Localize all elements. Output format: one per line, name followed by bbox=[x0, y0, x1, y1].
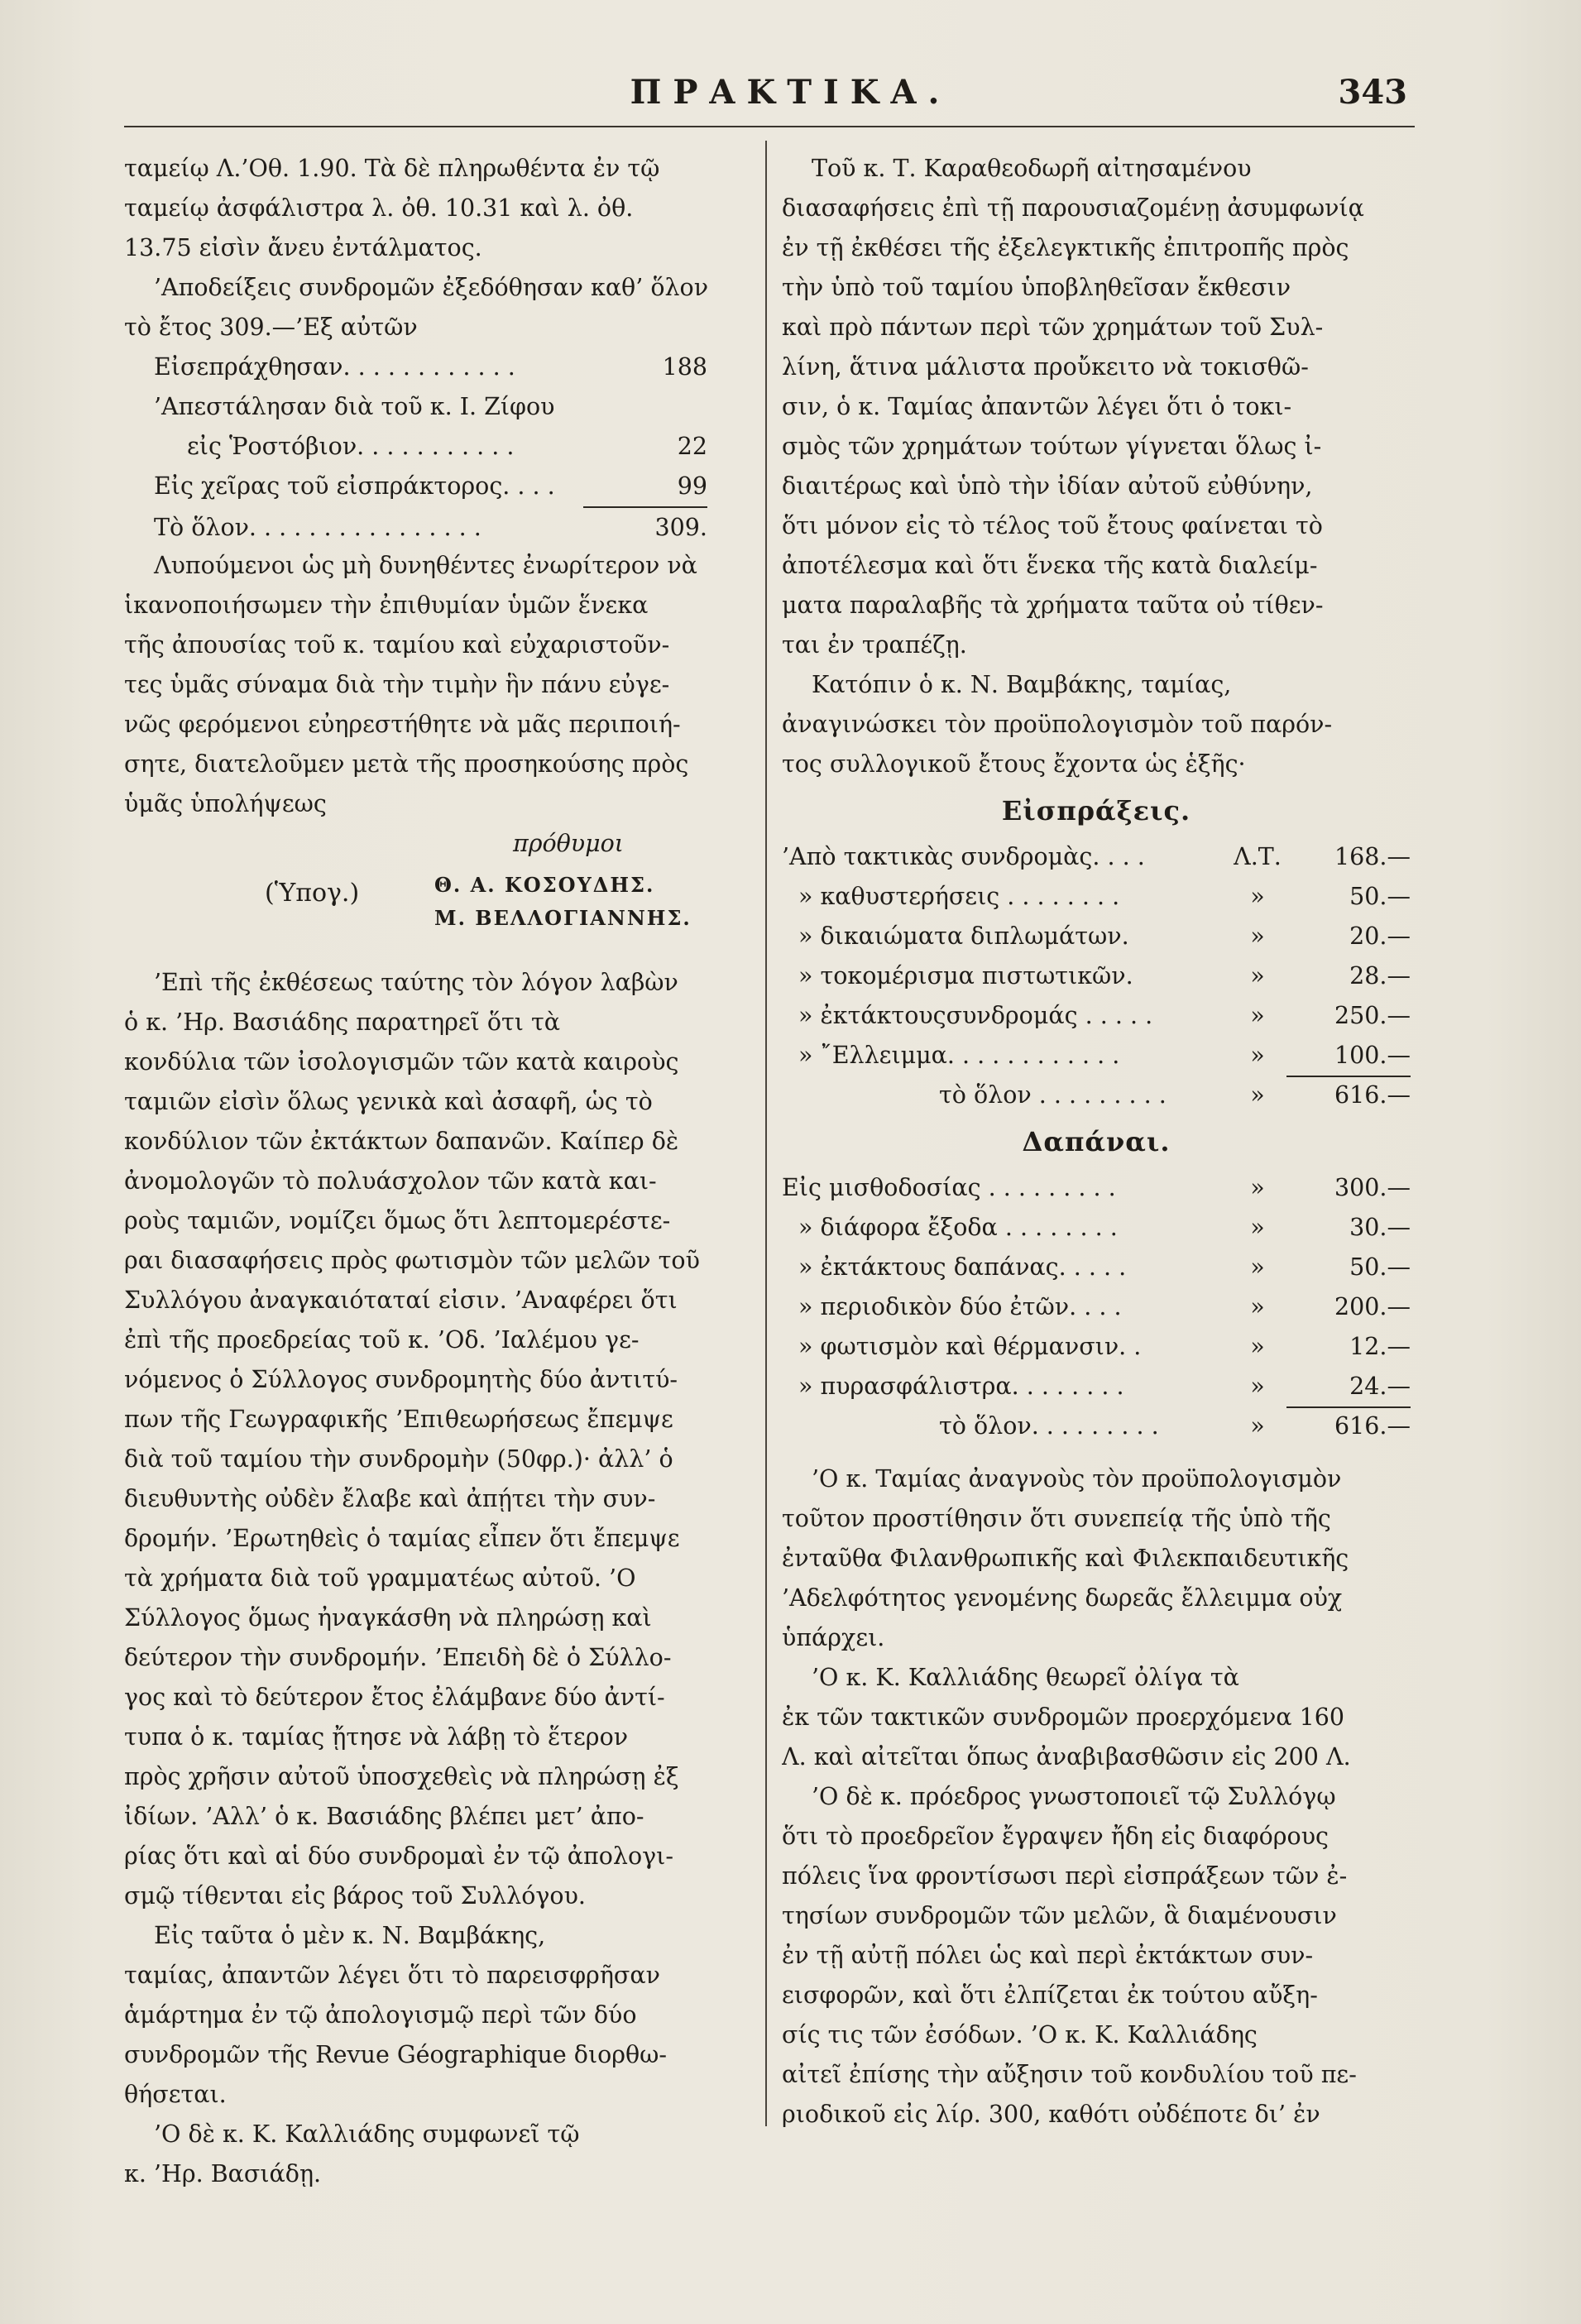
ledger-label: ’Απὸ τακτικὰς συνδρομὰς. . . . bbox=[782, 843, 1145, 870]
text-line: δρομήν. ’Ερωτηθεὶς ὁ ταμίας εἶπεν ὅτι ἔπεμψε bbox=[124, 1525, 680, 1552]
ledger-amount: 30.— bbox=[1349, 1214, 1411, 1241]
ledger-amount: 100.— bbox=[1286, 1036, 1411, 1077]
ledger-row bbox=[782, 1367, 1411, 1406]
text-line: ἐκ τῶν τακτικῶν συνδρομῶν προερχόμενα 160 bbox=[782, 1703, 1344, 1731]
ledger-currency: » bbox=[1250, 1002, 1265, 1029]
signed-mark: (Ὑπογ.) bbox=[265, 879, 360, 908]
left-intro bbox=[124, 149, 732, 347]
text-line: ἐνταῦθα Φιλανθρωπικῆς καὶ Φιλεκπαιδευτικῆς bbox=[782, 1545, 1349, 1572]
ledger-currency: » bbox=[1250, 1081, 1265, 1109]
ledger-currency: » bbox=[1250, 1042, 1265, 1069]
ledger-label: » ῎Ελλειμμα. . . . . . . . . . . . bbox=[798, 1042, 1120, 1069]
ledger-amount: 50.— bbox=[1349, 883, 1411, 910]
text-line: τὸ ἔτος 309.—’Εξ αὐτῶν bbox=[124, 314, 418, 341]
ledger-row bbox=[782, 877, 1411, 917]
text-line: γος καὶ τὸ δεύτερον ἔτος ἐλάμβανε δύο ἀντί- bbox=[124, 1684, 665, 1711]
text-line: τες ὑμᾶς σύναμα διὰ τὴν τιμὴν ἣν πάνυ εὐγε- bbox=[124, 671, 670, 698]
text-line: ἱκανοποιήσωμεν τὴν ἐπιθυμίαν ὑμῶν ἕνεκα bbox=[124, 592, 649, 619]
text-line: ἁμάρτημα ἐν τῷ ἀπολογισμῷ περὶ τῶν δύο bbox=[124, 2001, 637, 2029]
ledger-total-row bbox=[782, 1406, 1411, 1446]
ledger-label: Εἰς χεῖρας τοῦ εἰσπράκτορος. . . . bbox=[154, 472, 555, 500]
text-line: συνδρομῶν τῆς Revue Géographique διορθω- bbox=[124, 2041, 668, 2068]
ledger-row bbox=[782, 1208, 1411, 1248]
text-line: ἐν τῇ ἐκθέσει τῆς ἐξελεγκτικῆς ἐπιτροπῆς πρὸς bbox=[782, 234, 1349, 261]
text-line: ριοδικοῦ εἰς λίρ. 300, καθότι οὐδέποτε δι’ ἐν bbox=[782, 2101, 1320, 2128]
ledger-currency: » bbox=[1250, 1293, 1265, 1320]
text-line: αἰτεῖ ἐπίσης τὴν αὔξησιν τοῦ κονδυλίου τοῦ πε- bbox=[782, 2061, 1357, 2088]
text-line: Τοῦ κ. Τ. Καραθεοδωρῆ αἰτησαμένου bbox=[812, 155, 1252, 182]
ledger-label: » ἐκτάκτους δαπάνας. . . . . bbox=[798, 1253, 1127, 1281]
ledger-total-amount: 309. bbox=[583, 506, 707, 548]
text-line: λίνη, ἅτινα μάλιστα προὔκειτο νὰ τοκισθῶ- bbox=[782, 353, 1309, 381]
ledger-currency: » bbox=[1250, 1214, 1265, 1241]
text-line: Συλλόγου ἀναγκαιόταταί εἰσιν. ’Αναφέρει ὅτι bbox=[124, 1287, 678, 1314]
text-line: Εἰς ταῦτα ὁ μὲν κ. Ν. Βαμβάκης, bbox=[154, 1922, 546, 1949]
left-paragraph-1 bbox=[124, 546, 732, 824]
text-line: διασαφήσεις ἐπὶ τῇ παρουσιαζομένῃ ἀσυμφωνίᾳ bbox=[782, 194, 1364, 222]
ledger-label: » περιοδικὸν δύο ἐτῶν. . . . bbox=[798, 1293, 1122, 1320]
ledger-row bbox=[782, 1036, 1411, 1076]
ledger-amount: 20.— bbox=[1349, 922, 1411, 950]
ledger-row bbox=[782, 956, 1411, 996]
text-line: τυπα ὁ κ. ταμίας ᾔτησε νὰ λάβῃ τὸ ἕτερον bbox=[124, 1723, 629, 1751]
right-column bbox=[782, 149, 1411, 2135]
ledger-label: » φωτισμὸν καὶ θέρμανσιν. . bbox=[798, 1333, 1142, 1360]
text-line: δεύτερον τὴν συνδρομήν. ’Επειδὴ δὲ ὁ Σύλλο- bbox=[124, 1644, 672, 1671]
ledger-label: » διάφορα ἔξοδα . . . . . . . . bbox=[798, 1214, 1118, 1241]
ledger-row bbox=[782, 917, 1411, 956]
left-paragraph-4 bbox=[124, 2115, 732, 2194]
ledger-label: Εἰς μισθοδοσίας . . . . . . . . . bbox=[782, 1174, 1116, 1201]
ledger-label: » πυρασφάλιστρα. . . . . . . . bbox=[798, 1373, 1124, 1400]
ledger-amount: 24.— bbox=[1286, 1367, 1411, 1408]
ledger-label: εἰς Ῥοστόβιον. . . . . . . . . . . bbox=[187, 433, 515, 460]
text-line: σμὸς τῶν χρημάτων τούτων γίγνεται ὅλως ἰ- bbox=[782, 433, 1322, 460]
signatory-name: Μ. ΒΕΛΛΟΓΙΑΝΝΗΣ. bbox=[434, 906, 692, 930]
text-line: διὰ τοῦ ταμίου τὴν συνδρομὴν (50φρ.)· ἀλλ’ ὁ bbox=[124, 1445, 673, 1473]
column-rule bbox=[765, 141, 767, 2126]
ledger-amount: 28.— bbox=[1349, 962, 1411, 989]
text-line: ’Αδελφότητος γενομένης δωρεᾶς ἔλλειμμα οὐχ bbox=[782, 1584, 1343, 1612]
text-line: διευθυντὴς οὐδὲν ἔλαβε καὶ ἀπῄτει τὴν συν- bbox=[124, 1485, 656, 1512]
ledger-label: Εἰσεπράχθησαν. . . . . . . . . . . . bbox=[154, 353, 515, 381]
ledger-total-amount: 616.— bbox=[1334, 1081, 1411, 1109]
text-line: κ. ’Ηρ. Βασιάδῃ. bbox=[124, 2160, 322, 2187]
text-line: πων τῆς Γεωγραφικῆς ’Επιθεωρήσεως ἔπεμψε bbox=[124, 1406, 673, 1433]
text-line: κονδύλια τῶν ἰσολογισμῶν τῶν κατὰ καιροὺς bbox=[124, 1048, 679, 1076]
text-line: Κατόπιν ὁ κ. Ν. Βαμβάκης, ταμίας, bbox=[812, 671, 1232, 698]
text-line: ματα παραλαβῆς τὰ χρήματα ταῦτα οὐ τίθεν- bbox=[782, 592, 1324, 619]
text-line: νῶς φερόμενοι εὐηρεστήθητε νὰ μᾶς περιποιή- bbox=[124, 711, 681, 738]
ledger-row bbox=[782, 1248, 1411, 1287]
text-line: ἀναγινώσκει τὸν προϋπολογισμὸν τοῦ παρόν- bbox=[782, 711, 1333, 738]
text-line: ταμείῳ ἀσφάλιστρα λ. ὀθ. 10.31 καὶ λ. ὀθ. bbox=[124, 194, 634, 222]
ledger-label: » τοκομέρισμα πιστωτικῶν. bbox=[798, 962, 1133, 989]
text-line: Λ. καὶ αἰτεῖται ὅπως ἀναβιβασθῶσιν εἰς 200 Λ. bbox=[782, 1743, 1351, 1771]
ledger-row bbox=[782, 1287, 1411, 1327]
ledger-total-row bbox=[782, 1076, 1411, 1115]
text-line: θήσεται. bbox=[124, 2081, 227, 2108]
text-line: σίς τις τῶν ἐσόδων. ’Ο κ. Κ. Καλλιάδης bbox=[782, 2021, 1258, 2048]
text-line: εισφορῶν, καὶ ὅτι ἐλπίζεται ἐκ τούτου αὔξη- bbox=[782, 1981, 1318, 2009]
left-paragraph-2 bbox=[124, 963, 732, 1916]
text-line: ’Ο κ. Ταμίας ἀναγνοὺς τὸν προϋπολογισμὸν bbox=[812, 1465, 1342, 1493]
text-line: ’Αποδείξεις συνδρομῶν ἐξεδόθησαν καθ’ ὅλον bbox=[154, 274, 709, 301]
ledger-total-amount: 616.— bbox=[1334, 1412, 1411, 1440]
text-line: ἀποτέλεσμα καὶ ὅτι ἕνεκα τῆς κατὰ διαλείμ- bbox=[782, 552, 1318, 579]
header-rule bbox=[124, 126, 1415, 127]
text-line: ἰδίων. ’Αλλ’ ὁ κ. Βασιάδης βλέπει μετ’ ἀπο- bbox=[124, 1803, 644, 1830]
text-line: ἐν τῇ αὐτῇ πόλει ὡς καὶ περὶ ἐκτάκτων συν- bbox=[782, 1942, 1314, 1969]
ledger-row bbox=[782, 1327, 1411, 1367]
income-ledger bbox=[782, 837, 1411, 1115]
left-paragraph-3 bbox=[124, 1916, 732, 2115]
text-line: τὰ χρήματα διὰ τοῦ γραμματέως αὐτοῦ. ’Ο bbox=[124, 1565, 636, 1592]
signature-block bbox=[124, 824, 732, 956]
ledger-currency: » bbox=[1250, 1174, 1265, 1201]
text-line: 13.75 εἰσὶν ἄνευ ἐντάλματος. bbox=[124, 234, 482, 261]
ledger-total-row bbox=[141, 506, 707, 546]
ledger-label: τὸ ὅλον. . . . . . . . . bbox=[939, 1412, 1159, 1440]
ledger-label: τὸ ὅλον . . . . . . . . . bbox=[939, 1081, 1167, 1109]
ledger-amount: 22 bbox=[677, 433, 707, 460]
text-line: καὶ πρὸ πάντων περὶ τῶν χρημάτων τοῦ Συλ- bbox=[782, 314, 1324, 341]
ledger-currency: Λ.Τ. bbox=[1234, 843, 1282, 870]
ledger-currency: » bbox=[1250, 1333, 1265, 1360]
text-line: σητε, διατελοῦμεν μετὰ τῆς προσηκούσης πρὸς bbox=[124, 750, 689, 778]
text-line: νόμενος ὁ Σύλλογος συνδρομητὴς δύο ἀντιτύ- bbox=[124, 1366, 678, 1393]
ledger-amount: 200.— bbox=[1334, 1293, 1411, 1320]
ledger-label: » δικαιώματα διπλωμάτων. bbox=[798, 922, 1129, 950]
receipts-ledger bbox=[124, 347, 732, 546]
ledger-currency: » bbox=[1250, 1373, 1265, 1400]
text-line: ’Ο δὲ κ. Κ. Καλλιάδης συμφωνεῖ τῷ bbox=[154, 2120, 580, 2148]
right-paragraph-3 bbox=[782, 1459, 1411, 1658]
ledger-row bbox=[782, 837, 1411, 877]
text-line: Λυπούμενοι ὡς μὴ δυνηθέντες ἐνωρίτερον νὰ bbox=[154, 552, 697, 579]
text-line: τος συλλογικοῦ ἔτους ἔχοντα ὡς ἑξῆς· bbox=[782, 750, 1246, 778]
text-line: ὅτι μόνον εἰς τὸ τέλος τοῦ ἔτους φαίνεται τὸ bbox=[782, 512, 1323, 539]
text-line: ταμείῳ Λ.’Οθ. 1.90. Τὰ δὲ πληρωθέντα ἐν τῷ bbox=[124, 155, 660, 182]
text-line: ταμιῶν εἰσὶν ὅλως γενικὰ καὶ ἀσαφῆ, ὡς τὸ bbox=[124, 1088, 653, 1115]
text-line: ὅτι τὸ προεδρεῖον ἔγραψεν ἤδη εἰς διαφόρους bbox=[782, 1823, 1329, 1850]
text-line: τὴν ὑπὸ τοῦ ταμίου ὑποβληθεῖσαν ἔκθεσιν bbox=[782, 274, 1291, 301]
text-line: ταμίας, ἀπαντῶν λέγει ὅτι τὸ παρεισφρῆσαν bbox=[124, 1962, 660, 1989]
ledger-currency: » bbox=[1250, 883, 1265, 910]
ledger-label: Τὸ ὅλον. . . . . . . . . . . . . . . . bbox=[154, 514, 481, 541]
page-number: 343 bbox=[1338, 73, 1407, 112]
ledger-label: » καθυστερήσεις . . . . . . . . bbox=[798, 883, 1120, 910]
text-line: ρίας ὅτι καὶ αἱ δύο συνδρομαὶ ἐν τῷ ἀπολογι- bbox=[124, 1842, 673, 1870]
ledger-amount: 99 bbox=[677, 472, 707, 500]
running-head bbox=[0, 73, 1581, 122]
ledger-currency: » bbox=[1250, 962, 1265, 989]
text-line: ται ἐν τραπέζῃ. bbox=[782, 631, 967, 659]
ledger-amount: 250.— bbox=[1334, 1002, 1411, 1029]
text-line: τῆς ἀπουσίας τοῦ κ. ταμίου καὶ εὐχαριστοῦν- bbox=[124, 631, 670, 659]
text-line: ὑμᾶς ὑπολήψεως bbox=[124, 790, 327, 817]
ledger-currency: » bbox=[1250, 922, 1265, 950]
ledger-amount: 12.— bbox=[1349, 1333, 1411, 1360]
text-line: Σύλλογος ὅμως ἠναγκάσθη νὰ πληρώσῃ καὶ bbox=[124, 1604, 652, 1632]
signatory-name: Θ. Α. ΚΟΣΟΥΔΗΣ. bbox=[434, 873, 655, 897]
ledger-amount: 50.— bbox=[1349, 1253, 1411, 1281]
ledger-currency: » bbox=[1250, 1253, 1265, 1281]
text-line: τοῦτον προστίθησιν ὅτι συνεπείᾳ τῆς ὑπὸ τῆς bbox=[782, 1505, 1331, 1532]
income-section-title: Εἰσπράξεις. bbox=[1001, 795, 1191, 827]
expense-section-title: Δαπάναι. bbox=[1022, 1126, 1171, 1157]
text-line: διαιτέρως καὶ ὑπὸ τὴν ἰδίαν αὐτοῦ εὐθύνην, bbox=[782, 472, 1313, 500]
ledger-currency: » bbox=[1250, 1412, 1265, 1440]
ledger-amount: 188 bbox=[662, 353, 707, 381]
ledger-row bbox=[141, 347, 707, 387]
right-paragraph-5 bbox=[782, 1777, 1411, 2135]
text-line: πόλεις ἵνα φροντίσωσι περὶ εἰσπράξεων τῶν ἐ- bbox=[782, 1862, 1348, 1890]
text-line: ’Ο κ. Κ. Καλλιάδης θεωρεῖ ὀλίγα τὰ bbox=[812, 1664, 1239, 1691]
ledger-label: ’Απεστάλησαν διὰ τοῦ κ. Ι. Ζίφου bbox=[154, 393, 555, 420]
text-line: ὁ κ. ’Ηρ. Βασιάδης παρατηρεῖ ὅτι τὰ bbox=[124, 1009, 560, 1036]
text-line: σιν, ὁ κ. Ταμίας ἀπαντῶν λέγει ὅτι ὁ τοκι- bbox=[782, 393, 1292, 420]
running-title: ΠΡΑΚΤΙΚΑ. bbox=[630, 73, 951, 112]
text-line: ἀνομολογῶν τὸ πολυάσχολον τῶν κατὰ και- bbox=[124, 1167, 657, 1195]
right-paragraph-4 bbox=[782, 1658, 1411, 1777]
text-line: ’Επὶ τῆς ἐκθέσεως ταύτης τὸν λόγον λαβὼν bbox=[154, 969, 678, 996]
text-line: τησίων συνδρομῶν τῶν μελῶν, ἃ διαμένουσιν bbox=[782, 1902, 1337, 1929]
text-line: ’Ο δὲ κ. πρόεδρος γνωστοποιεῖ τῷ Συλλόγῳ bbox=[812, 1783, 1336, 1810]
text-line: ροὺς ταμιῶν, νομίζει ὅμως ὅτι λεπτομερέστε- bbox=[124, 1207, 671, 1234]
ledger-row bbox=[782, 1168, 1411, 1208]
expense-ledger bbox=[782, 1168, 1411, 1446]
ledger-amount: 300.— bbox=[1334, 1174, 1411, 1201]
ledger-label: » ἐκτάκτουςσυνδρομάς . . . . . bbox=[798, 1002, 1153, 1029]
text-line: ὑπάρχει. bbox=[782, 1624, 885, 1651]
right-paragraph-2 bbox=[782, 665, 1411, 784]
right-paragraph-1 bbox=[782, 149, 1411, 665]
ledger-row bbox=[141, 467, 707, 506]
closing-word: πρόθυμοι bbox=[513, 830, 624, 857]
text-line: πρὸς χρῆσιν αὐτοῦ ὑποσχεθεὶς νὰ πληρώσῃ ἐξ bbox=[124, 1763, 679, 1790]
ledger-amount: 168.— bbox=[1334, 843, 1411, 870]
text-line: ἐπὶ τῆς προεδρείας τοῦ κ. ’Οδ. ’Ιαλέμου γε- bbox=[124, 1326, 640, 1354]
text-line: σμῷ τίθενται εἰς βάρος τοῦ Συλλόγου. bbox=[124, 1882, 586, 1910]
left-column bbox=[124, 149, 732, 2194]
ledger-row bbox=[782, 996, 1411, 1036]
ledger-row bbox=[141, 427, 707, 467]
ledger-row bbox=[141, 387, 707, 427]
text-line: ραι διασαφήσεις πρὸς φωτισμὸν τῶν μελῶν τοῦ bbox=[124, 1247, 700, 1274]
text-line: κονδύλιον τῶν ἐκτάκτων δαπανῶν. Καίπερ δὲ bbox=[124, 1128, 679, 1155]
